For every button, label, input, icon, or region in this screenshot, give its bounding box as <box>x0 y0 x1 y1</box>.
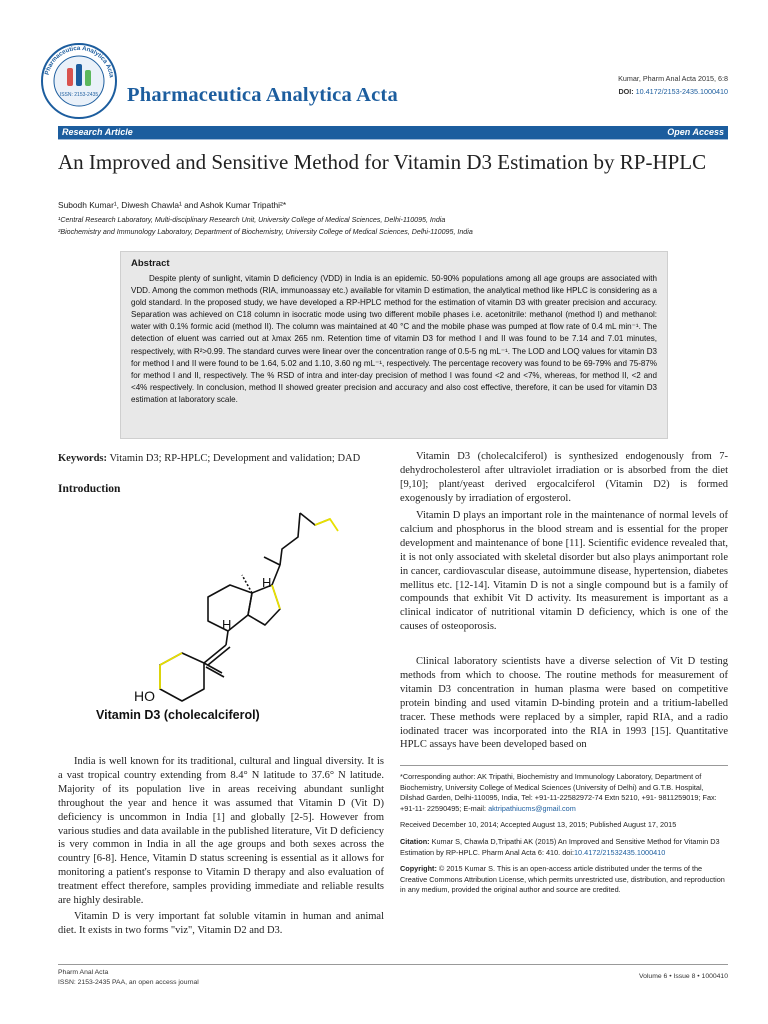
atom-label-ho: HO <box>134 688 155 704</box>
logo-ring-text: Pharmaceutica Analytica Acta <box>43 44 115 79</box>
email-link[interactable]: aktripathiucms@gmail.com <box>488 803 576 813</box>
left-paragraph-2: Vitamin D is very important fat soluble vitamin in human and animal diet. It exists in two forms "viz", Vitamin D2 and D3. <box>58 911 384 936</box>
footer-volume: Volume 6 • Issue 8 • 1000410 <box>638 973 728 980</box>
atom-label-h1: H <box>262 575 272 590</box>
footer-journal: Pharm Anal Acta <box>58 969 109 976</box>
correspondence-block <box>400 772 728 902</box>
copyright-label: Copyright: <box>400 864 437 874</box>
logo-issn: ISSN: 2153-2435 <box>59 92 99 98</box>
copyright-text: © 2015 Kumar S. This is an open-access article distributed under the terms of the Creative Commons Attribution License, which permits unrestricted use, distribution, and reproduction in any medium, provided the original author and source are credited. <box>400 864 725 895</box>
doi-link[interactable]: 10.4172/2153-2435.1000410 <box>635 87 728 96</box>
affiliation-2: ²Biochemistry and Immunology Laboratory, Department of Biochemistry, University College of Medical Sciences, Delhi-110095, India <box>58 228 473 236</box>
keywords-label: Keywords: <box>58 453 107 464</box>
abstract-box <box>120 251 668 439</box>
vitamin-d3-structure <box>130 505 350 705</box>
correspondence-divider <box>400 765 728 766</box>
divider <box>58 139 728 140</box>
corresponding-author: *Corresponding author: AK Tripathi, Biochemistry and Immunology Laboratory, Department of Biochemistry, University College of Medical Sciences (University of Delhi) and G.T.B. Hospital, Dilshad Garden, Delhi-110095, India, Tel: +91-11-22582972-74 Extn 5210, +91- 9811259019; Fax: +91-11- 22590495; E-mail: <box>400 772 717 813</box>
figure-caption: Vitamin D3 (cholecalciferol) <box>96 708 260 722</box>
research-article-label: Research Article <box>62 127 133 137</box>
citation-label: Citation: <box>400 836 430 846</box>
article-type-bar <box>58 126 728 139</box>
footer-divider <box>58 964 728 965</box>
citation-text: Kumar S, Chawla D,Tripathi AK (2015) An Improved and Sensitive Method for Vitamin D3 Estimation by RP-HPLC. Pharm Anal Acta 6: 410. <box>400 836 720 857</box>
open-access-label: Open Access <box>667 127 724 137</box>
received-dates: Received December 10, 2014; Accepted August 13, 2015; Published August 17, 2015 <box>400 820 677 830</box>
introduction-heading: Introduction <box>58 483 121 495</box>
atom-label-h2: H <box>222 617 232 632</box>
footer-issn: ISSN: 2153-2435 PAA, an open access journal <box>58 979 199 986</box>
affiliation-1: ¹Central Research Laboratory, Multi-disciplinary Research Unit, University College of Medical Sciences, Delhi-110095, India <box>58 216 446 224</box>
citation-short: Kumar, Pharm Anal Acta 2015, 6:8 <box>618 74 728 83</box>
right-paragraph-1: Vitamin D3 (cholecalciferol) is synthesized endogenously from 7-dehydrocholesterol after ultraviolet irradiation or is absorbed from the diet [9,10]; plant/yeast derived ergocalciferol (Vitamin D2) is formed exogenously by irradiation of ergosterol. <box>400 451 728 504</box>
doi-label: DOI: <box>618 87 634 96</box>
left-paragraph-1: India is well known for its traditional, cultural and lingual diversity. It is a vast tropical country extending from 8.4° N latitude to 37.6° N latitude. Majority of its population live in areas receiving abundant sunlight throughout the year and hence it was assumed that Vitamin D (Vit D) deficiency is uncommon in India [1] and globally [2-5]. However from various studies and data available in the published literature, Vit D deficiency is very common in India in all the age groups and both sexes across the country [6-8]. Hence, Vitamin D status screening is essential as it allows for monitoring a patient's response to Vitamin D therapy and also evaluation of treatment effect therefore, samples providing immediate and reliable results are highly desirable. <box>58 756 384 907</box>
keywords <box>58 452 384 466</box>
abstract-text: Despite plenty of sunlight, vitamin D deficiency (VDD) in India is an epidemic. 50-90% populations among all age groups are associated with VDD. Among the common methods (RIA, immunoassay etc.) available for vitamin D estimation, the analytical method like HPLC is considering as a gold standard. In the proposed study, we have developed a RP-HPLC method for the estimation of vitamin D3 with greater precision and accuracy. Separation was achieved on C18 column in isocratic mode using two different mobile phases i.e. acetonitrile: methanol (method I) and methanol: water with 0.1% formic acid (method II). The column was maintained at 40 °C and the mobile phase was pumped at flow rate of 0.4 mL min⁻¹. The detection of eluent was carried out at λmax 265 nm. Retention time of vitamin D3 for method I and II was found to be 7.14 and 7.01 minutes, respectively, with R²>0.99. The standard curves were linear over the concentration range of 0.5-5 ng mL⁻¹. The LOD and LOQ values for vitamin D3 for method I and II were found to be 1.64, 5.02 and 1.10, 3.60 ng mL⁻¹, respectively. The percentage recovery was found to be 69-79% and 75-87% for method I and II, respectively. The % RSD of intra and inter-day precision of method I was found <2 and <7%, whereas, for method II, <2 and <4% respectively. In conclusion, method II showed greater precision and accuracy and also cost effective, therefore, it can be used for vitamin D3 estimation at laboratory scale. <box>131 274 657 404</box>
right-paragraph-3: Clinical laboratory scientists have a diverse selection of Vit D testing methods from which to choose. The routine methods for measurement of vitamin D3 concentration in human plasma were based on competitive protein binding and used vitamin D-binding protein and a tritium-labelled tracer. These methods were replaced by a simpler, rapid RIA, and a radio iodinated tracer was incorporated into the RIA in 1993 [15]. Quantitative HPLC assays have been developed based on <box>400 656 728 751</box>
journal-logo <box>40 42 118 120</box>
journal-name: Pharmaceutica Analytica Acta <box>127 84 398 106</box>
authors: Subodh Kumar¹, Diwesh Chawla¹ and Ashok Kumar Tripathi²* <box>58 200 287 210</box>
footer-left <box>58 968 199 988</box>
article-title: An Improved and Sensitive Method for Vitamin D3 Estimation by RP-HPLC <box>58 150 707 174</box>
citation-doi-prefix: doi: <box>562 847 574 857</box>
keywords-text: Vitamin D3; RP-HPLC; Development and validation; DAD <box>109 453 361 464</box>
right-paragraph-2: Vitamin D plays an important role in the maintenance of normal levels of calcium and phosphorus in the blood stream and is essential for the proper development and maintenance of bone [11]. Scientific evidence revealed that, it is not only associated with skeletal disorder but also plays animportant role in cancer, cardiovascular disease, autoimmune disease, hypertension, diabetes mellitus etc. [12-14]. Vitamin D is not a single compound but is a family of compounds that exhibit Vit D activity. Its measurement is important as a clinical indicator of nutritional vitamin D deficiency, which is one of the causes of osteoporosis. <box>400 510 728 633</box>
abstract-heading: Abstract <box>131 258 170 269</box>
citation-doi-link[interactable]: 10.4172/21532435.1000410 <box>574 847 666 857</box>
article-meta <box>618 72 728 98</box>
